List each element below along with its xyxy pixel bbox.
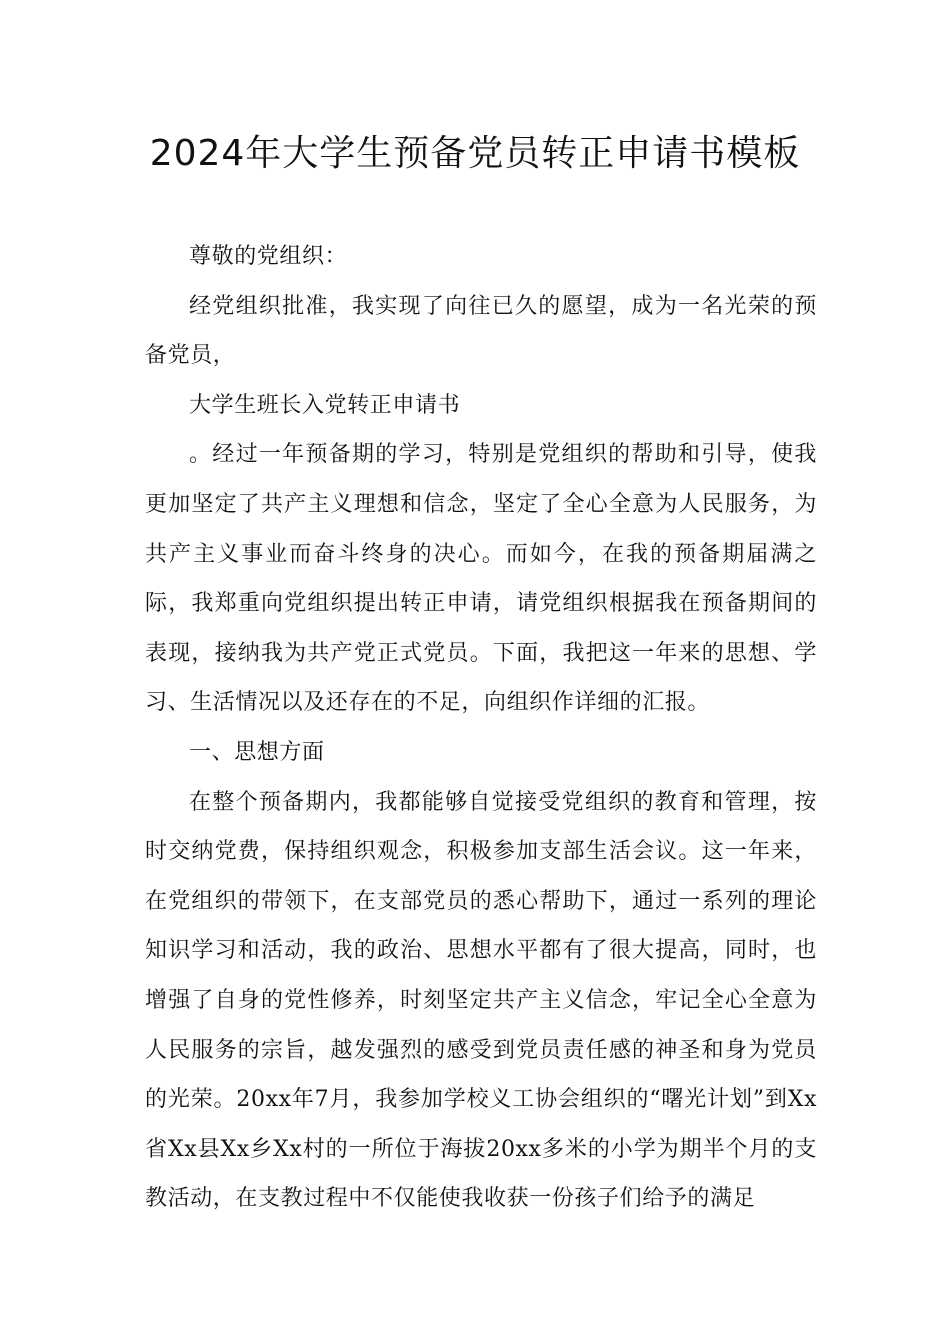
document-title: 2024年大学生预备党员转正申请书模板 [149, 133, 801, 174]
section-heading: 一、思想方面 [189, 739, 325, 765]
body-paragraph: 经党组织批准，我实现了向往已久的愿望，成为一名光荣的预备党员， [145, 293, 817, 369]
body-paragraph: 在整个预备期内，我都能够自觉接受党组织的教育和管理，按时交纳党费，保持组织观念，积极参加支部生活会议。这一年来，在党组织的带领下，在支部党员的悉心帮助下，通过一系列的理论知识学习和活动，我的政治、思想水平都有了很大提高，同时，也增强了自身的党性修养，时刻坚定共产主义信念，牢记全心全意为人民服务的宗旨，越发强烈的感受到党员责任感的神圣和身为党员的光荣。20xx年7月，我参加学校义工协会组织的“曙光计划”到Xx省Xx县Xx乡Xx村的一所位于海拔20xx多米的小学为期半个月的支教活动，在支教过程中不仅能使我收获一份孩子们给予的满足 [145, 789, 817, 1212]
body-paragraph: 大学生班长入党转正申请书 [189, 392, 461, 418]
document-body [145, 232, 817, 1224]
body-paragraph: 。经过一年预备期的学习，特别是党组织的帮助和引导，使我更加坚定了共产主义理想和信念，坚定了全心全意为人民服务，为共产主义事业而奋斗终身的决心。而如今，在我的预备期届满之际，我郑重向党组织提出转正申请，请党组织根据我在预备期间的表现，接纳我为共产党正式党员。下面，我把这一年来的思想、学习、生活情况以及还存在的不足，向组织作详细的汇报。 [145, 442, 817, 716]
salutation-paragraph: 尊敬的党组织： [189, 244, 348, 269]
